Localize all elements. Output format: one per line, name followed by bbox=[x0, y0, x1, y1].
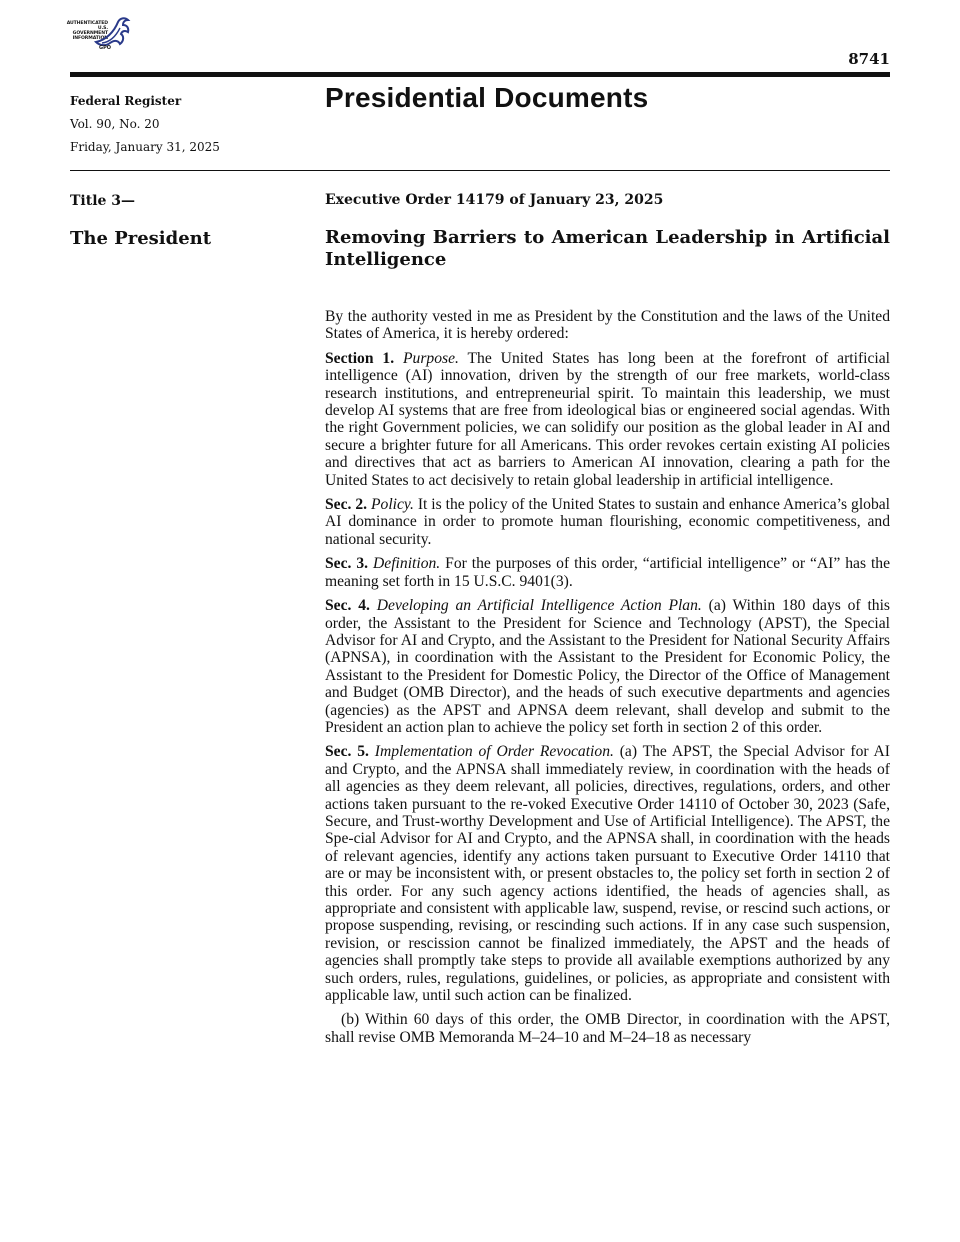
register-volume: Vol. 90, No. 20 bbox=[70, 117, 160, 131]
section-text: For the purposes of this order, “artificial intelligence” or “AI” has the meaning set forth in 15 U.S.C. 9401(3). bbox=[325, 555, 891, 590]
section-1 bbox=[325, 350, 890, 489]
header-rule-thick bbox=[70, 72, 890, 77]
president-label: The President bbox=[70, 228, 212, 249]
section-2 bbox=[325, 496, 890, 548]
gpo-authentication-logo bbox=[62, 16, 132, 56]
order-body bbox=[325, 308, 890, 1053]
section-title: Presidential Documents bbox=[325, 82, 649, 113]
intro-paragraph: By the authority vested in me as President by the Constitution and the laws of the United States of America, it is hereby ordered: bbox=[325, 308, 890, 343]
page-number: 8741 bbox=[848, 50, 890, 68]
eagle-icon bbox=[92, 16, 132, 52]
register-name: Federal Register bbox=[70, 94, 182, 108]
section-label: Sec. 3. bbox=[325, 555, 369, 573]
register-date: Friday, January 31, 2025 bbox=[70, 140, 220, 154]
section-text: (a) Within 180 days of this order, the Assistant to the President for Science and Technology (APST), the Special Advisor for AI and Crypto, and the Assistant to the President for National Security Affairs (APNSA), in coordination with the Assistant to the President for Economic Policy, the Assistant to the President for Domestic Policy, the Director of the Office of Management and Budget (OMB Director), and the heads of such executive departments and agencies (agencies) as the APST and APNSA deem relevant, shall develop and submit to the President an action plan to achieve the policy set forth in section 2 of this order. bbox=[325, 597, 890, 736]
section-heading: Implementation of Order Revocation. bbox=[374, 743, 614, 761]
section-heading: Definition. bbox=[373, 555, 441, 573]
section-text: (a) The APST, the Special Advisor for AI and Crypto, and the APNSA shall immediately review, in coordination with the heads of all agencies as they deem relevant, all policies, directives, regulations, orders, and other actions taken pursuant to the re-voked Executive Order 14110 of October 30, 2023 (Safe, Secure, and Trust-worthy Development and Use of Artificial Intelligence). The APST, the Spe-cial Advisor for AI and Crypto, and the APNSA shall, in coordination with the heads of relevant agencies, identify any actions taken pursuant to Executive Order 14110 that are or may be inconsistent with, or present obstacles to, the policy set forth in section 2 of this order. For any such agency actions identified, the heads of agencies shall, as appropriate and consistent with applicable law, suspend, revise, or rescind such actions, or propose suspending, revising, or rescinding such actions. If in any case such suspension, revision, or rescission cannot be finalized immediately, the APST and the heads of agencies shall promptly take steps to provide all available exemptions authorized by any such orders, rules, regulations, guidelines, or policies, as appropriate and consistent with applicable law, until such action can be finalized. bbox=[325, 743, 890, 1005]
section-heading: Developing an Artificial Intelligence Action Plan. bbox=[376, 597, 702, 615]
section-label: Sec. 2. bbox=[325, 496, 368, 514]
section-3 bbox=[325, 555, 890, 590]
section-label: Section 1. bbox=[325, 349, 395, 367]
section-5 bbox=[325, 743, 890, 1004]
section-4 bbox=[325, 597, 890, 736]
executive-order-number: Executive Order 14179 of January 23, 2025 bbox=[325, 192, 664, 208]
section-text: It is the policy of the United States to sustain and enhance America’s global AI dominance in order to promote human flourishing, economic competitiveness, and national security. bbox=[325, 496, 890, 548]
section-text: The United States has long been at the forefront of artificial intelligence (AI) innovation, driven by the strength of our free markets, world-class research institutions, and entrepreneurial spirit. To maintain this leadership, we must develop AI systems that are free from ideological bias or engineered social agendas. With the right Government policies, we can solidify our position as the global leader in AI and secure a brighter future for all Americans. This order revokes certain existing AI policies and directives that act as barriers to American AI innovation, clearing a path for the United States to act decisively to retain global leadership in artificial intelligence. bbox=[325, 349, 890, 489]
section-label: Sec. 5. bbox=[325, 743, 369, 761]
section-heading: Policy. bbox=[371, 496, 414, 514]
closing-paragraph: (b) Within 60 days of this order, the OMB Director, in coordination with the APST, shall revise OMB Memoranda M–24–10 and M–24–18 as necessary bbox=[325, 1011, 890, 1046]
register-info bbox=[70, 90, 220, 159]
section-label: Sec. 4. bbox=[325, 597, 370, 615]
section-heading: Purpose. bbox=[403, 349, 459, 367]
header-rule-thin bbox=[70, 170, 890, 171]
logo-text: AUTHENTICATED U.S. GOVERNMENT INFORMATION bbox=[66, 21, 108, 41]
title-label: Title 3— bbox=[70, 193, 136, 209]
gpo-mark: GPO bbox=[99, 45, 112, 51]
executive-order-title: Removing Barriers to American Leadership in Artificial Intelligence bbox=[325, 227, 890, 270]
